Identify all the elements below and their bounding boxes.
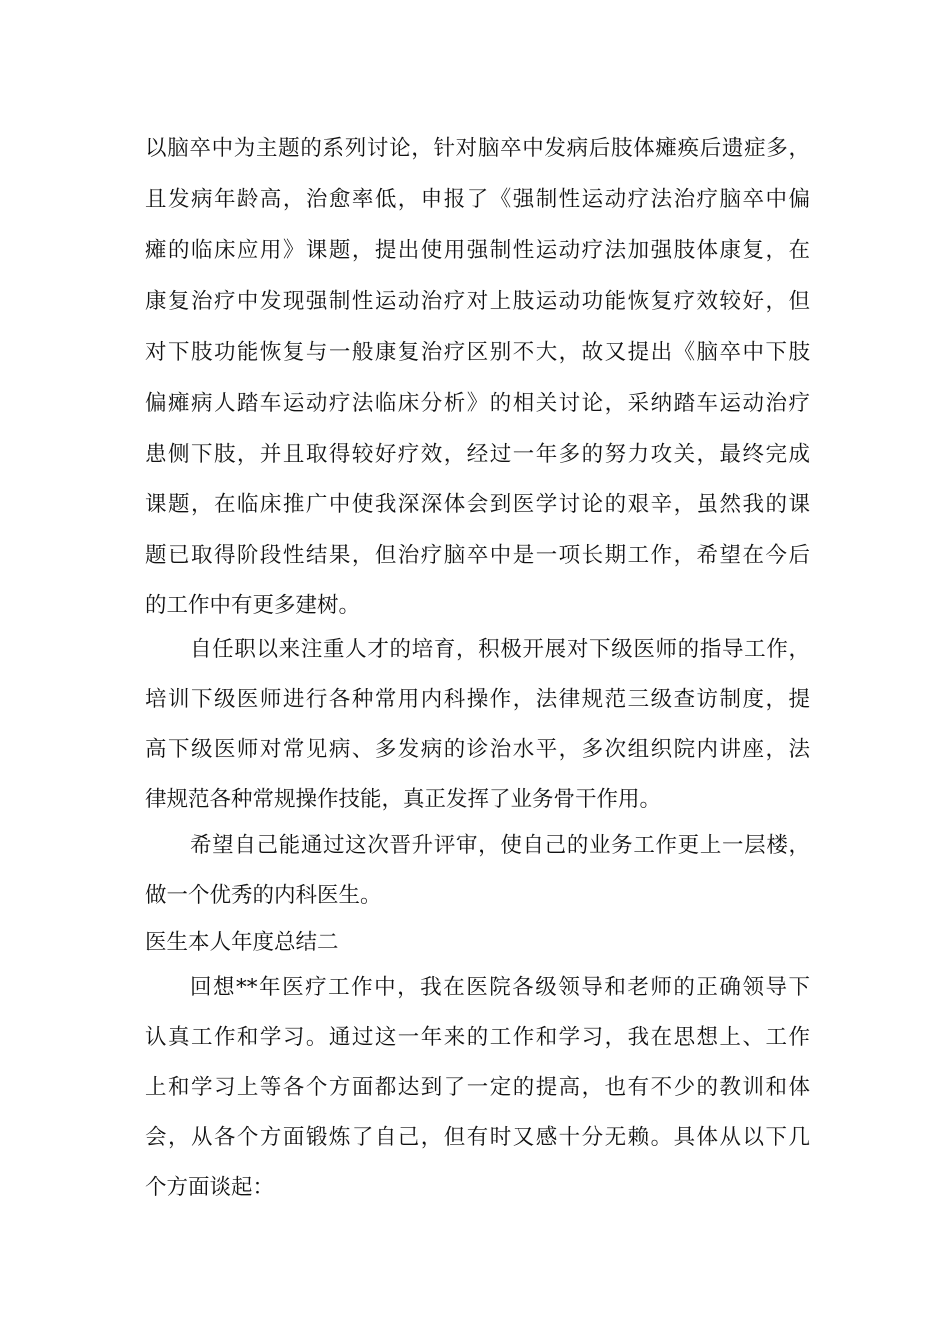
text-line: 个方面谈起： [145, 1175, 275, 1200]
text-line: 上和学习上等各个方面都达到了一定的提高，也有不少的教训和体 [145, 1075, 810, 1100]
text-line: 康复治疗中发现强制性运动治疗对上肢运动功能恢复疗效较好，但 [145, 289, 810, 314]
text-line: 偏瘫病人踏车运动疗法临床分析》的相关讨论，采纳踏车运动治疗 [145, 391, 810, 416]
text-line: 会，从各个方面锻炼了自己，但有时又感十分无赖。具体从以下几 [145, 1125, 810, 1150]
text-line: 题已取得阶段性结果，但治疗脑卒中是一项长期工作，希望在今后 [145, 543, 810, 568]
text-line: 自任职以来注重人才的培育，积极开展对下级医师的指导工作， [190, 637, 810, 662]
text-line: 做一个优秀的内科医生。 [145, 883, 382, 908]
text-line: 高下级医师对常见病、多发病的诊治水平，多次组织院内讲座，法 [145, 737, 810, 762]
text-line: 回想**年医疗工作中，我在医院各级领导和老师的正确领导下 [190, 975, 810, 1000]
text-line: 对下肢功能恢复与一般康复治疗区别不大，故又提出《脑卒中下肢 [145, 340, 810, 365]
text-line: 以脑卒中为主题的系列讨论，针对脑卒中发病后肢体瘫痪后遗症多， [145, 136, 810, 161]
text-line: 课题，在临床推广中使我深深体会到医学讨论的艰辛，虽然我的课 [145, 492, 810, 517]
section-heading: 医生本人年度总结二 [145, 930, 339, 955]
text-line: 且发病年龄高，治愈率低，申报了《强制性运动疗法治疗脑卒中偏 [145, 187, 810, 212]
text-line: 患侧下肢，并且取得较好疗效，经过一年多的努力攻关，最终完成 [145, 442, 810, 467]
text-line: 培训下级医师进行各种常用内科操作，法律规范三级查访制度，提 [145, 687, 810, 712]
text-line: 瘫的临床应用》课题，提出使用强制性运动疗法加强肢体康复，在 [145, 238, 810, 263]
text-line: 希望自己能通过这次晋升评审，使自己的业务工作更上一层楼， [190, 833, 810, 858]
text-line: 律规范各种常规操作技能，真正发挥了业务骨干作用。 [145, 787, 662, 812]
text-line: 认真工作和学习。通过这一年来的工作和学习，我在思想上、工作 [145, 1025, 810, 1050]
text-line: 的工作中有更多建树。 [145, 593, 361, 618]
